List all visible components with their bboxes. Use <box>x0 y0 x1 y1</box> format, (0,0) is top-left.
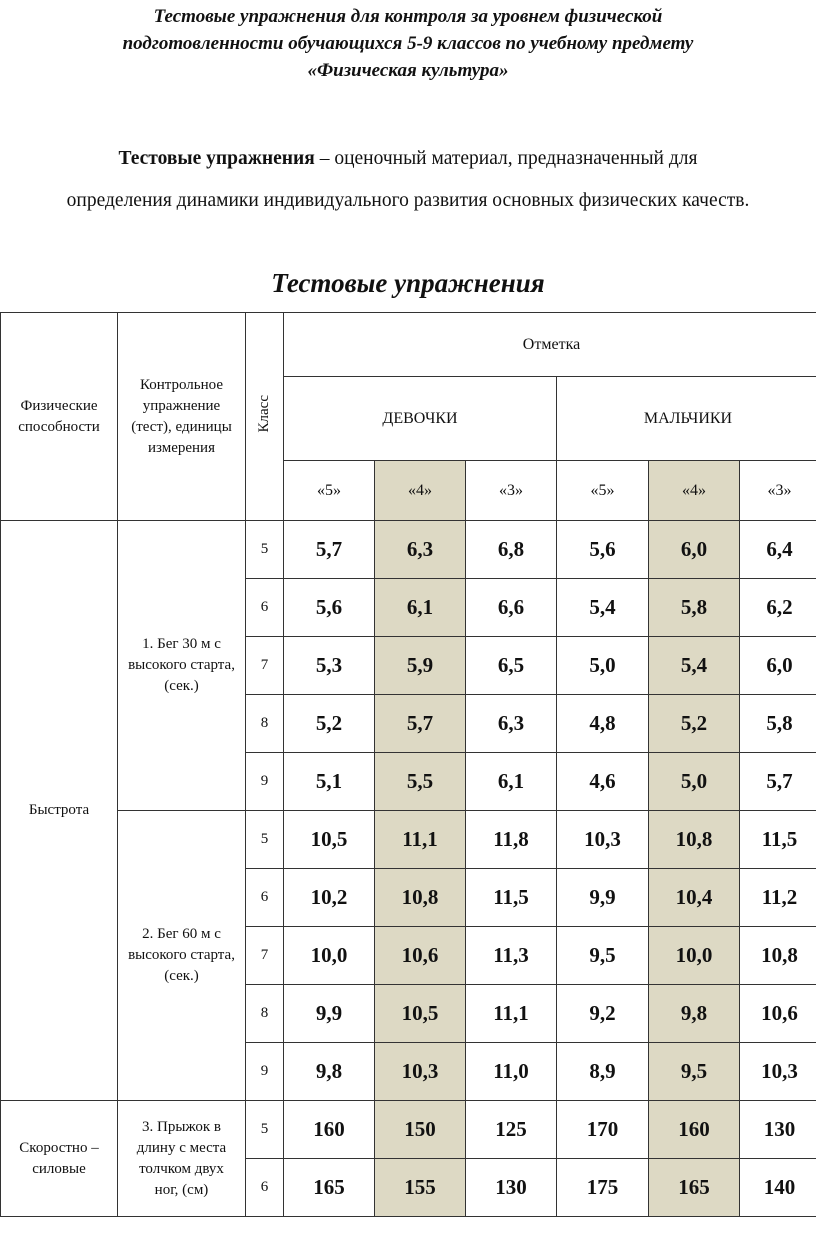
value-cell: 9,8 <box>649 985 740 1043</box>
value-cell: 6,1 <box>466 753 557 811</box>
grade-cell: 6 <box>246 1159 284 1217</box>
header-mark: Отметка <box>284 313 816 377</box>
grade-cell: 5 <box>246 1101 284 1159</box>
exercise-cell: 2. Бег 60 м с высокого старта, (сек.) <box>118 811 246 1101</box>
value-cell: 5,0 <box>557 637 649 695</box>
value-cell: 5,7 <box>375 695 466 753</box>
grade-cell: 8 <box>246 695 284 753</box>
value-cell: 6,3 <box>375 521 466 579</box>
value-cell: 9,9 <box>557 869 649 927</box>
exercise-cell: 3. Прыжок в длину с места толчком двух ног, (см) <box>118 1101 246 1217</box>
value-cell: 5,7 <box>740 753 816 811</box>
value-cell: 5,9 <box>375 637 466 695</box>
value-cell: 4,8 <box>557 695 649 753</box>
value-cell: 11,8 <box>466 811 557 869</box>
grade-cell: 6 <box>246 579 284 637</box>
value-cell: 5,5 <box>375 753 466 811</box>
value-cell: 9,9 <box>284 985 375 1043</box>
intro-term: Тестовые упражнения <box>118 148 315 169</box>
value-cell: 10,4 <box>649 869 740 927</box>
value-cell: 6,1 <box>375 579 466 637</box>
value-cell: 6,6 <box>466 579 557 637</box>
header-mark-3-boys: «3» <box>740 461 816 521</box>
value-cell: 175 <box>557 1159 649 1217</box>
value-cell: 9,5 <box>649 1043 740 1101</box>
value-cell: 11,0 <box>466 1043 557 1101</box>
value-cell: 10,6 <box>375 927 466 985</box>
document-title <box>0 3 816 84</box>
value-cell: 165 <box>284 1159 375 1217</box>
value-cell: 5,8 <box>649 579 740 637</box>
header-mark-4-girls: «4» <box>375 461 466 521</box>
table-row <box>1 1101 816 1159</box>
value-cell: 6,2 <box>740 579 816 637</box>
grade-cell: 7 <box>246 637 284 695</box>
value-cell: 11,1 <box>466 985 557 1043</box>
value-cell: 10,6 <box>740 985 816 1043</box>
value-cell: 170 <box>557 1101 649 1159</box>
header-mark-5-boys: «5» <box>557 461 649 521</box>
header-mark-4-boys: «4» <box>649 461 740 521</box>
grade-cell: 6 <box>246 869 284 927</box>
grade-cell: 9 <box>246 1043 284 1101</box>
value-cell: 5,1 <box>284 753 375 811</box>
header-mark-3-girls: «3» <box>466 461 557 521</box>
title-line: «Физическая культура» <box>307 60 509 81</box>
header-girls: ДЕВОЧКИ <box>284 377 557 461</box>
header-ability: Физические способности <box>1 313 118 521</box>
value-cell: 165 <box>649 1159 740 1217</box>
value-cell: 5,6 <box>284 579 375 637</box>
table-row <box>1 521 816 579</box>
value-cell: 10,0 <box>649 927 740 985</box>
value-cell: 6,5 <box>466 637 557 695</box>
value-cell: 11,5 <box>740 811 816 869</box>
value-cell: 6,3 <box>466 695 557 753</box>
value-cell: 160 <box>284 1101 375 1159</box>
grade-cell: 8 <box>246 985 284 1043</box>
title-line: подготовленности обучающихся 5-9 классов по учебному предмету <box>122 33 694 54</box>
value-cell: 11,2 <box>740 869 816 927</box>
value-cell: 10,2 <box>284 869 375 927</box>
ability-cell: Скоростно – силовые <box>1 1101 118 1217</box>
value-cell: 9,5 <box>557 927 649 985</box>
value-cell: 5,4 <box>649 637 740 695</box>
value-cell: 9,2 <box>557 985 649 1043</box>
value-cell: 11,1 <box>375 811 466 869</box>
value-cell: 9,8 <box>284 1043 375 1101</box>
value-cell: 6,0 <box>649 521 740 579</box>
grade-cell: 5 <box>246 811 284 869</box>
value-cell: 5,2 <box>284 695 375 753</box>
grade-cell: 7 <box>246 927 284 985</box>
value-cell: 8,9 <box>557 1043 649 1101</box>
value-cell: 11,3 <box>466 927 557 985</box>
value-cell: 10,8 <box>375 869 466 927</box>
intro-line-2: определения динамики индивидуального развития основных физических качеств. <box>66 190 750 211</box>
ability-cell: Быстрота <box>1 521 118 1101</box>
value-cell: 6,4 <box>740 521 816 579</box>
table-row <box>1 811 816 869</box>
value-cell: 5,4 <box>557 579 649 637</box>
table-title: Тестовые упражнения <box>271 268 545 298</box>
value-cell: 10,3 <box>375 1043 466 1101</box>
value-cell: 10,8 <box>740 927 816 985</box>
header-grade <box>246 313 284 521</box>
value-cell: 5,3 <box>284 637 375 695</box>
value-cell: 130 <box>466 1159 557 1217</box>
value-cell: 6,0 <box>740 637 816 695</box>
value-cell: 5,2 <box>649 695 740 753</box>
grade-cell: 5 <box>246 521 284 579</box>
value-cell: 160 <box>649 1101 740 1159</box>
value-cell: 5,0 <box>649 753 740 811</box>
value-cell: 10,0 <box>284 927 375 985</box>
value-cell: 4,6 <box>557 753 649 811</box>
intro-text: – оценочный материал, предназначенный для <box>314 148 698 169</box>
header-exercise: Контрольное упражнение (тест), единицы измерения <box>118 313 246 521</box>
intro-line-1 <box>0 148 816 170</box>
value-cell: 10,5 <box>284 811 375 869</box>
value-cell: 10,3 <box>740 1043 816 1101</box>
value-cell: 10,3 <box>557 811 649 869</box>
value-cell: 11,5 <box>466 869 557 927</box>
value-cell: 150 <box>375 1101 466 1159</box>
value-cell: 10,5 <box>375 985 466 1043</box>
standards-table <box>0 312 816 1217</box>
value-cell: 5,7 <box>284 521 375 579</box>
header-boys: МАЛЬЧИКИ <box>557 377 816 461</box>
value-cell: 130 <box>740 1101 816 1159</box>
title-line: Тестовые упражнения для контроля за уровнем физической <box>153 6 663 27</box>
header-grade-label: Класс <box>256 395 272 433</box>
value-cell: 5,8 <box>740 695 816 753</box>
value-cell: 10,8 <box>649 811 740 869</box>
header-mark-5-girls: «5» <box>284 461 375 521</box>
value-cell: 140 <box>740 1159 816 1217</box>
value-cell: 155 <box>375 1159 466 1217</box>
grade-cell: 9 <box>246 753 284 811</box>
value-cell: 6,8 <box>466 521 557 579</box>
value-cell: 125 <box>466 1101 557 1159</box>
value-cell: 5,6 <box>557 521 649 579</box>
exercise-cell: 1. Бег 30 м с высокого старта, (сек.) <box>118 521 246 811</box>
